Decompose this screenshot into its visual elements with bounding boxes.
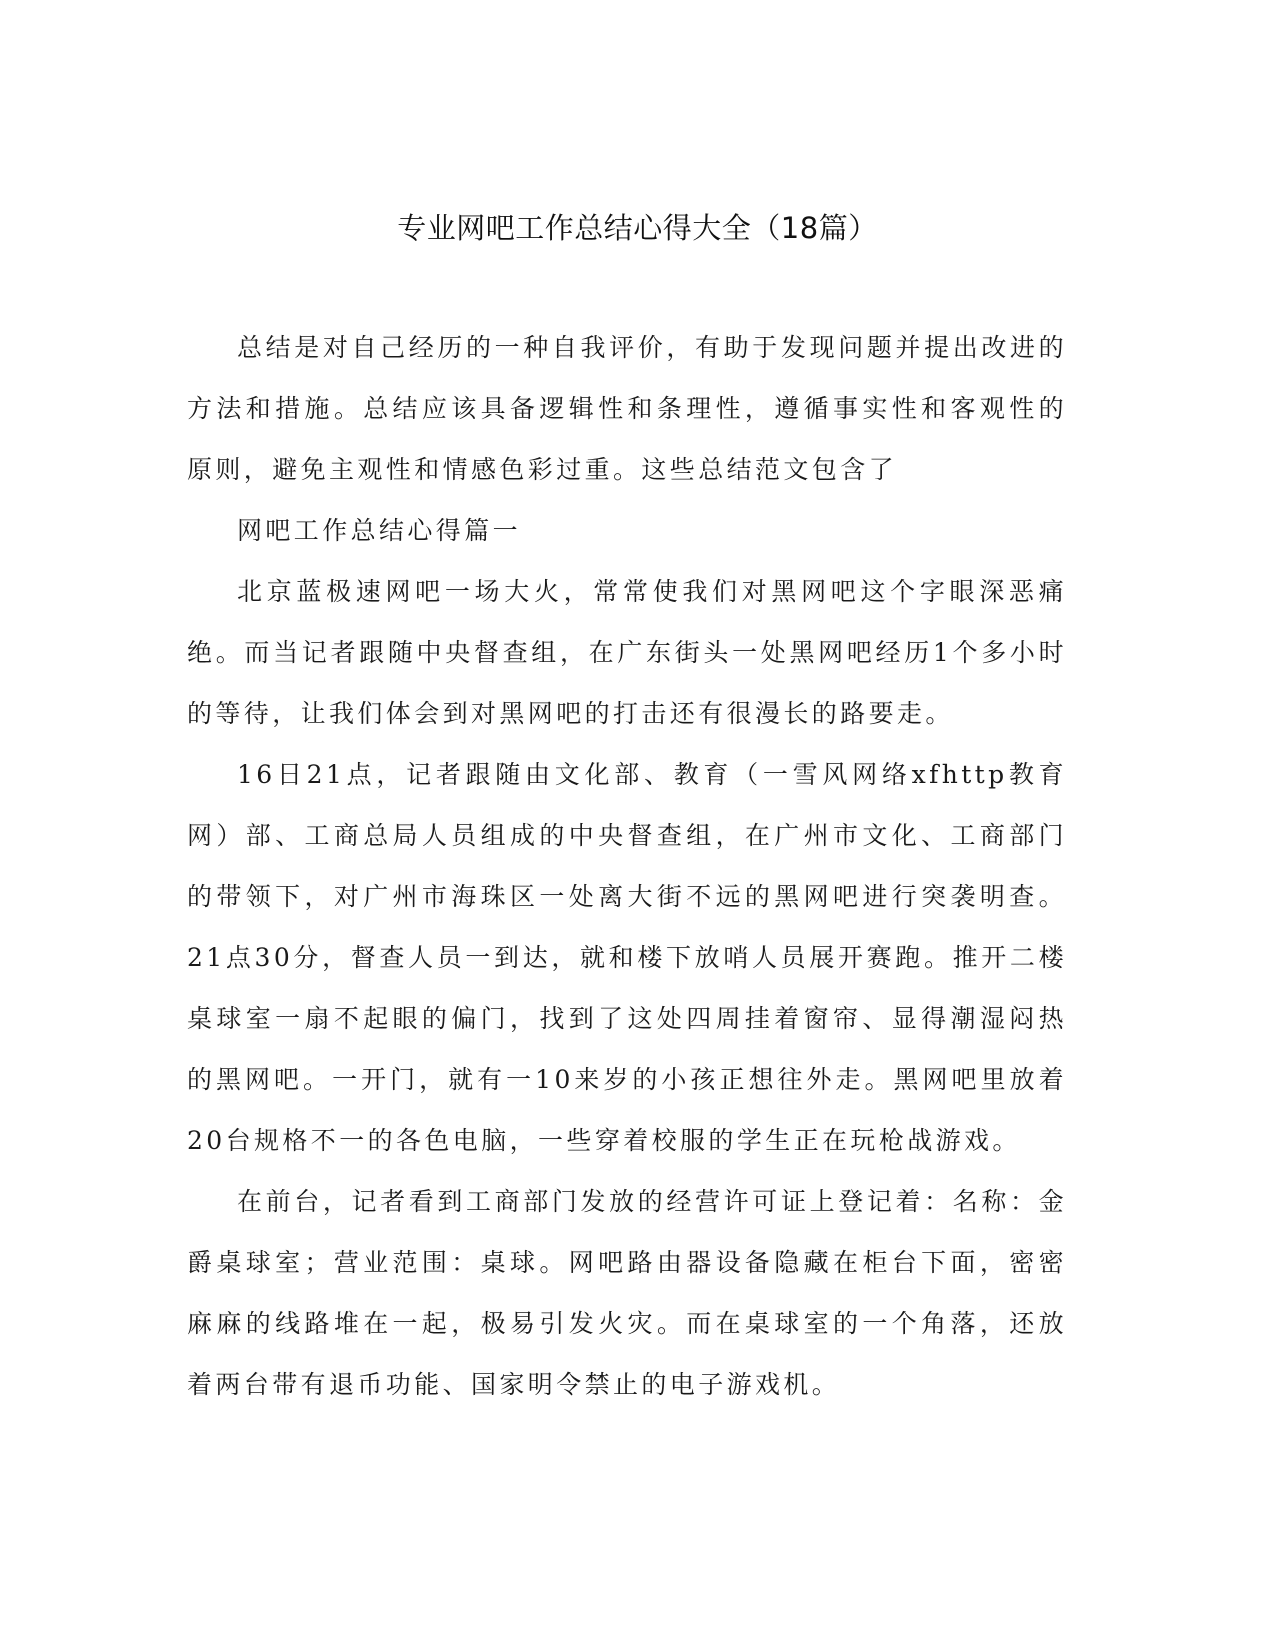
paragraph-front-desk: 在前台，记者看到工商部门发放的经营许可证上登记着：名称：金爵桌球室；营业范围：桌球。网吧路由器设备隐藏在柜台下面，密密麻麻的线路堆在一起，极易引发火灾。而在桌球室的一个角落，还放着两台带有退币功能、国家明令禁止的电子游戏机。 bbox=[187, 1187, 1067, 1399]
section-heading: 网吧工作总结心得篇一 bbox=[237, 516, 522, 545]
document-body bbox=[187, 317, 1067, 1415]
document-title: 专业网吧工作总结心得大全（18篇） bbox=[397, 211, 878, 245]
paragraph-fire: 北京蓝极速网吧一场大火，常常使我们对黑网吧这个字眼深恶痛绝。而当记者跟随中央督查组，在广东街头一处黑网吧经历1个多小时的等待，让我们体会到对黑网吧的打击还有很漫长的路要走。 bbox=[187, 577, 1067, 728]
paragraph-inspection: 16日21点，记者跟随由文化部、教育（一雪风网络xfhttp教育网）部、工商总局人员组成的中央督查组，在广州市文化、工商部门的带领下，对广州市海珠区一处离大街不远的黑网吧进行突袭明查。21点30分，督查人员一到达，就和楼下放哨人员展开赛跑。推开二楼桌球室一扇不起眼的偏门，找到了这处四周挂着窗帘、显得潮湿闷热的黑网吧。一开门，就有一10来岁的小孩正想往外走。黑网吧里放着20台规格不一的各色电脑，一些穿着校服的学生正在玩枪战游戏。 bbox=[187, 760, 1067, 1155]
paragraph-intro: 总结是对自己经历的一种自我评价，有助于发现问题并提出改进的方法和措施。总结应该具备逻辑性和条理性，遵循事实性和客观性的原则，避免主观性和情感色彩过重。这些总结范文包含了 bbox=[187, 333, 1067, 484]
